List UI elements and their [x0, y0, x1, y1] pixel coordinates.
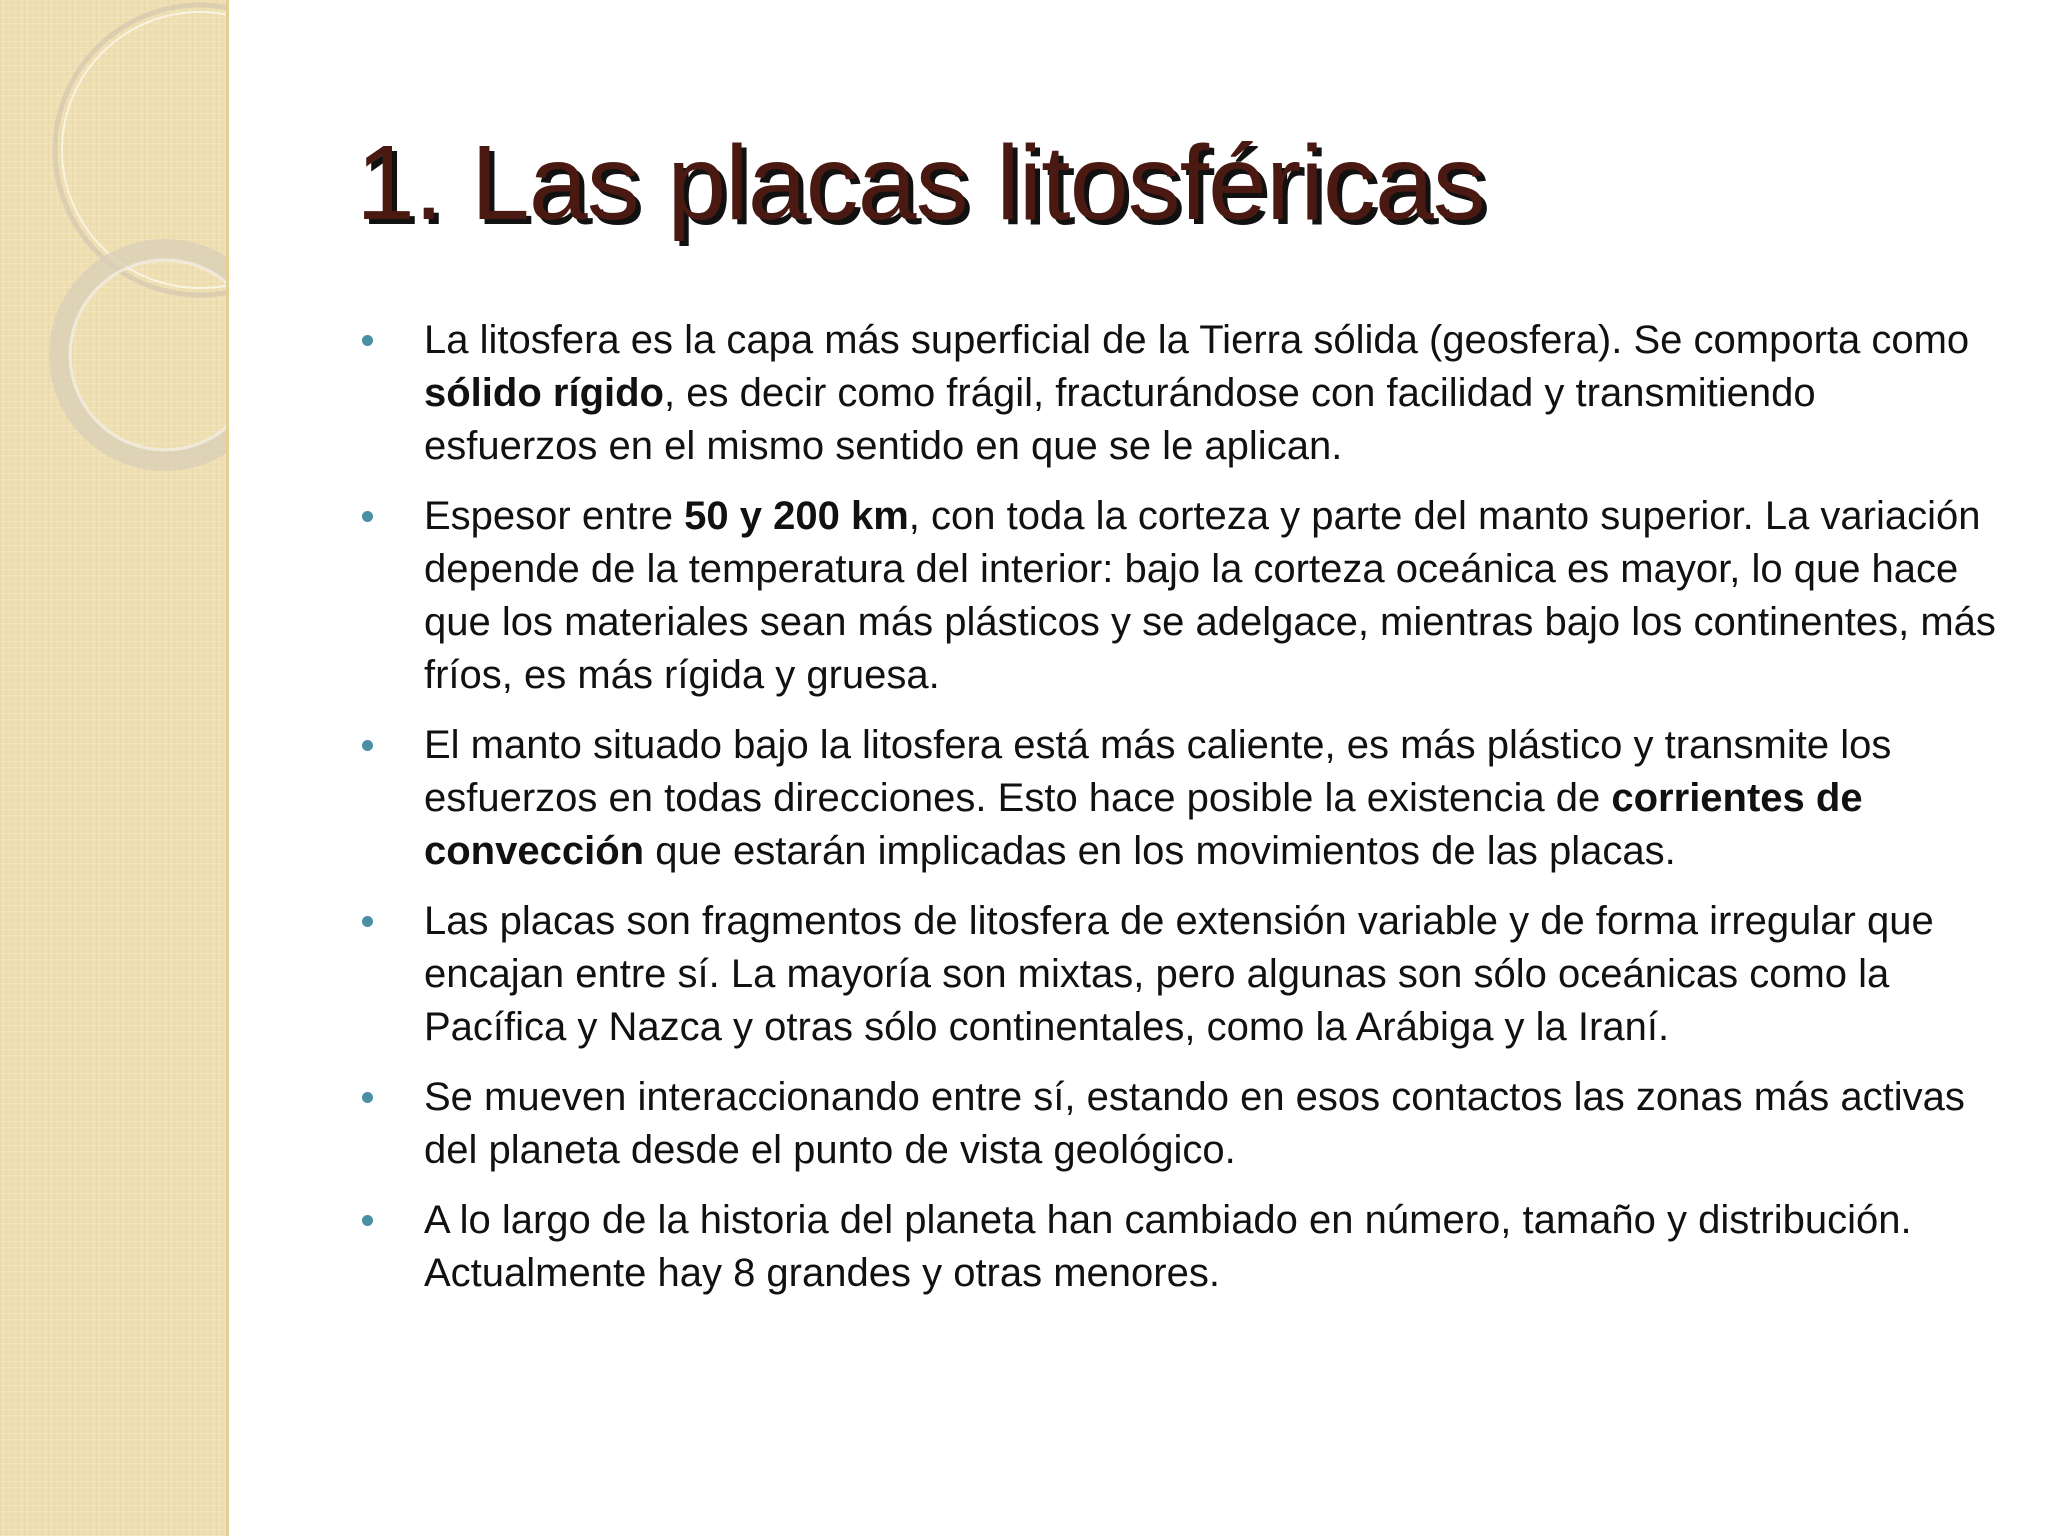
decorative-side-panel	[0, 0, 229, 1536]
bullet-marker-icon	[362, 740, 373, 751]
bullet-marker-icon	[362, 1092, 373, 1103]
decorative-rings	[0, 0, 226, 520]
bullet-item	[356, 490, 1996, 702]
bullet-item	[356, 719, 1996, 878]
bullet-marker-icon	[362, 916, 373, 927]
bullet-text: La litosfera es la capa más superficial de la Tierra sólida (geosfera). Se comporta como sólido rígido, es decir como frágil, fracturándose con facilidad y transmitiendo esfuerzos en el mismo sentido en que se le aplican.	[424, 318, 1970, 468]
slide-title: 1. Las placas litosféricas	[356, 124, 1485, 242]
bullet-item	[356, 314, 1996, 473]
bullet-item	[356, 1194, 1996, 1300]
slide-content	[356, 124, 1996, 1317]
bullet-marker-icon	[362, 511, 373, 522]
bullet-text: Se mueven interaccionando entre sí, estando en esos contactos las zonas más activas del planeta desde el punto de vista geológico.	[424, 1075, 1965, 1172]
bullet-list	[356, 314, 1996, 1300]
bullet-item	[356, 895, 1996, 1054]
bullet-marker-icon	[362, 335, 373, 346]
bullet-text: El manto situado bajo la litosfera está más caliente, es más plástico y transmite los esfuerzos en todas direcciones. Esto hace posible la existencia de corrientes de convección que estarán implicadas en los movimientos de las placas.	[424, 723, 1892, 873]
bullet-text: A lo largo de la historia del planeta han cambiado en número, tamaño y distribución. Actualmente hay 8 grandes y otras menores.	[424, 1198, 1912, 1295]
bullet-text: Las placas son fragmentos de litosfera de extensión variable y de forma irregular que encajan entre sí. La mayoría son mixtas, pero algunas son sólo oceánicas como la Pacífica y Nazca y otras sólo continentales, como la Arábiga y la Iraní.	[424, 899, 1934, 1049]
bullet-item	[356, 1071, 1996, 1177]
bullet-text: Espesor entre 50 y 200 km, con toda la corteza y parte del manto superior. La variación depende de la temperatura del interior: bajo la corteza oceánica es mayor, lo que hace que los materiales sean más plásticos y se adelgace, mientras bajo los continentes, más fríos, es más rígida y gruesa.	[424, 494, 1996, 697]
bullet-marker-icon	[362, 1215, 373, 1226]
